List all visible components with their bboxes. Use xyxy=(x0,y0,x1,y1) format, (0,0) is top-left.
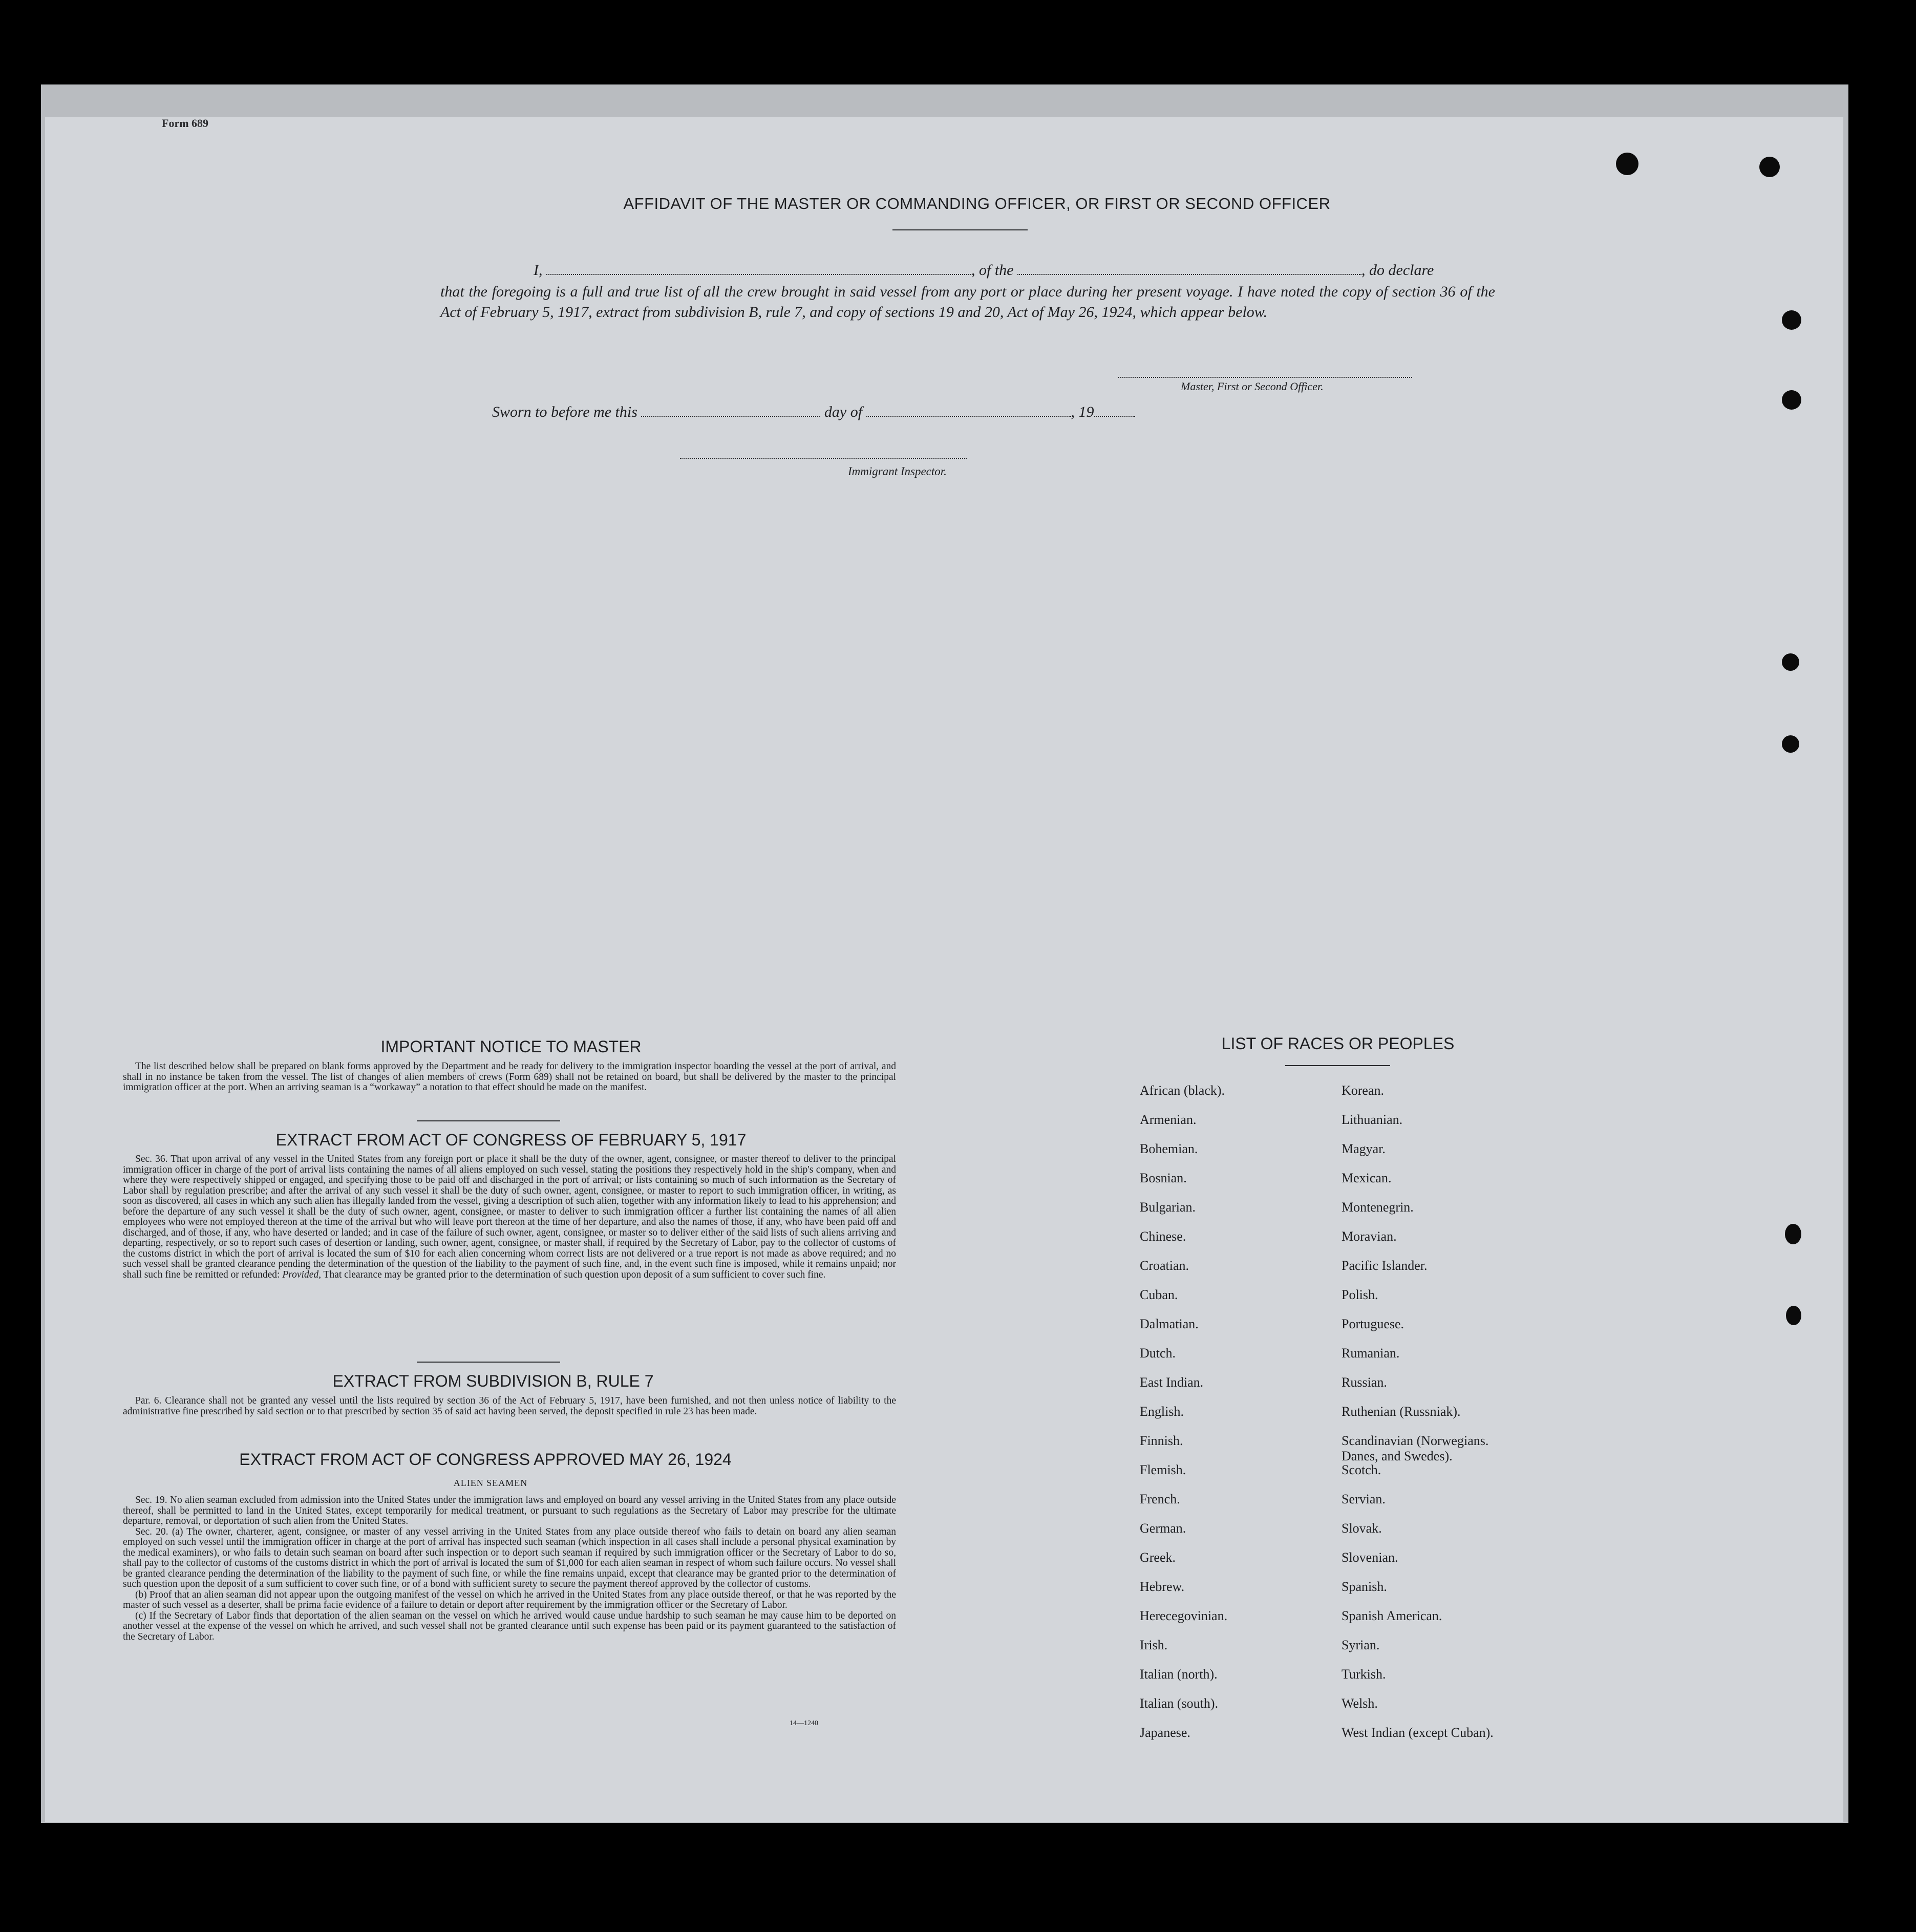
race-item: Russian. xyxy=(1342,1375,1387,1390)
extract-rule7-title: EXTRACT FROM SUBDIVISION B, RULE 7 xyxy=(332,1372,654,1390)
race-item: Flemish. xyxy=(1140,1462,1186,1477)
par-6-text: Clearance shall not be granted any vessel until the lists required by section 36 of the Act of February 5, 1917, have been furnished, and not then unless notice of liability to the administrative fine prescribed by said section or to that prescribed by section 35 of said act having been served, the deposit specified in rule 23 has been made. xyxy=(123,1395,897,1417)
race-item: Portuguese. xyxy=(1342,1317,1404,1331)
race-item: Irish. xyxy=(1140,1638,1168,1652)
race-item: Scandinavian (Norwegians. Danes, and Swedes). xyxy=(1342,1433,1489,1463)
race-item: French. xyxy=(1140,1492,1180,1506)
notice-paragraph: The list described below shall be prepared on blank forms approved by the Department and be ready for delivery to the immigration inspector boarding the vessel at the port of arrival, and shall in no instance be taken from the vessel. The list of changes of alien members of crews (Form 689) shall not be retained on board, but shall be delivered by the master to the principal immigration officer at the port. When an arriving seaman is a “workaway” a notation to that effect should be made on the manifest. xyxy=(123,1061,896,1093)
race-item: Bulgarian. xyxy=(1140,1200,1196,1215)
divider xyxy=(892,229,1028,230)
section-20a-text: (a) The owner, charterer, agent, consignee, or master of any vessel arriving in the United States from any place outside thereof who fails to detain on board any alien seaman employed on such vessel until the immigration officer in charge at the port of arrival has inspected such seaman (which inspection in all cases shall include a personal physical examination by the medical examiners), or who fails to detain such seaman on board after such inspection or to deport such seaman if required by such immigration officer or the Secretary of Labor to do so, shall pay to the collector of customs of the customs district in which the port of arrival is located the sum of $1,000 for each alien seaman in respect of whom such failure occurs. No vessel shall be granted clearance pending the determination of the liability to the payment of such fine, or while the fine remains unpaid, except that clearance may be granted prior to the determination of such question upon the deposit of a sum sufficient to cover such fine, or of a bond with sufficient surety to secure the payment thereof approved by the collector of customs. xyxy=(123,1526,897,1589)
race-item: Montenegrin. xyxy=(1342,1200,1414,1215)
punch-hole xyxy=(1759,157,1780,177)
affidavit-lead: I, xyxy=(534,262,543,279)
punch-hole xyxy=(1782,653,1799,671)
race-item: Magyar. xyxy=(1342,1141,1386,1156)
sworn-line xyxy=(492,404,1135,421)
provided-word: Provided, xyxy=(282,1269,321,1280)
race-item: Finnish. xyxy=(1140,1433,1183,1448)
race-item: Pacific Islander. xyxy=(1342,1258,1428,1273)
race-item: Croatian. xyxy=(1140,1258,1189,1273)
section-36-text: That upon arrival of any vessel in the United States from any foreign port or place it shall be the duty of the owner, agent, consignee, or master thereof to deliver to the principal immigration officer in charge of the port of arrival lists containing the names of all aliens employed on such vessel, stating the positions they respectively hold in the ship's company, when and where they were respectively shipped or engaged, and specifying those to be paid off and discharged in the port of arrival; or lists containing so much of such information as the Secretary of Labor shall by regulation prescribe; and after the arrival of any such vessel it shall be the duty of such owner, agent, consignee, or master to report to such immigration officer, in writing, as soon as discovered, all cases in which any such alien has illegally landed from the vessel, giving a description of such alien, together with any information likely to lead to his apprehension; and before the departure of any such vessel it shall be the duty of such owner, agent, consignee, or master to deliver to such immigration officer a further list containing the names of all alien employees who were not employed thereon at the time of the arrival but who will leave port thereon at the time of her departure, and also the names of those, if any, who have been paid off and discharged, and of those, if any, who have deserted or landed; and in case of the failure of such owner, agent, consignee, or master so to deliver either of the said lists of such aliens arriving and departing, respectively, or so to report such cases of desertion or landing, such owner, agent, consignee, or master shall, if required by the Secretary of Labor, pay to the collector of customs of the customs district in which the port of arrival is located the sum of $10 for each alien concerning whom correct lists are not delivered or a true report is not made as above required; and no such vessel shall be granted clearance pending the determination of the question of the liability to the payment of such fine, and, in the event such fine is imposed, while it remains unpaid; nor shall such fine be remitted or refunded: xyxy=(123,1154,896,1280)
notice-title: IMPORTANT NOTICE TO MASTER xyxy=(380,1037,642,1056)
race-item: Dutch. xyxy=(1140,1346,1176,1361)
affidavit-body: that the foregoing is a full and true list of all the crew brought in said vessel from any port or place during her present voyage. I have noted the copy of section 36 of the Act of February 5, 1917, extract from subdivision B, rule 7, and copy of sections 19 and 20, Act of May 26, 1924, which appear below. xyxy=(440,283,1495,321)
race-item: Spanish. xyxy=(1342,1579,1387,1594)
race-item: Slovenian. xyxy=(1342,1550,1398,1565)
extract-1924-text xyxy=(123,1495,896,1642)
race-item: Bohemian. xyxy=(1140,1141,1198,1156)
punch-hole xyxy=(1782,735,1799,753)
inspector-caption: Immigrant Inspector. xyxy=(848,465,947,478)
sworn-day-field[interactable] xyxy=(641,416,820,417)
race-item: Cuban. xyxy=(1140,1287,1178,1302)
form-page xyxy=(45,117,1843,1822)
race-item: Slovak. xyxy=(1342,1521,1382,1536)
extract-1924-title: EXTRACT FROM ACT OF CONGRESS APPROVED MAY 26, 1924 xyxy=(239,1450,732,1469)
race-item: Hebrew. xyxy=(1140,1579,1185,1594)
section-20b-paragraph: (b) Proof that an alien seaman did not appear upon the outgoing manifest of the vessel on which he arrived in the United States from any place outside thereof, or that he was reported by the master of such vessel as a deserter, shall be prima facie evidence of a failure to detain or deport after requirement by the immigration officer or the Secretary of Labor. xyxy=(123,1589,896,1610)
do-declare-label: , do declare xyxy=(1361,262,1434,279)
section-36-label: Sec. 36. xyxy=(135,1154,168,1164)
divider xyxy=(417,1362,560,1363)
section-36-tail: That clearance may be granted prior to the determination of such question upon deposit of a sum sufficient to cover such fine. xyxy=(323,1269,826,1280)
day-of-label: day of xyxy=(824,404,863,420)
race-item: Ruthenian (Russniak). xyxy=(1342,1404,1461,1419)
affidavit-title: AFFIDAVIT OF THE MASTER OR COMMANDING OFFICER, OR FIRST OR SECOND OFFICER xyxy=(623,195,1331,213)
race-item: Moravian. xyxy=(1342,1229,1397,1244)
race-item: Herecegovinian. xyxy=(1140,1608,1228,1623)
divider xyxy=(1285,1065,1390,1066)
sworn-label: Sworn to before me this xyxy=(492,404,637,420)
extract-rule7-text xyxy=(123,1396,896,1417)
vessel-name-field[interactable] xyxy=(1017,274,1361,275)
par-6-paragraph xyxy=(123,1396,896,1417)
section-19-text: No alien seaman excluded from admission into the United States under the immigration laws and employed on board any vessel arriving in the United States from any place outside thereof, shall be permitted to land in the United States, except temporarily for medical treatment, or pursuant to such regulations as the Secretary of Labor may prescribe for the ultimate departure, removal, or deportation of such alien from the United States. xyxy=(123,1495,897,1526)
race-item: Turkish. xyxy=(1342,1667,1386,1682)
race-item: East Indian. xyxy=(1140,1375,1204,1390)
form-number: Form 689 xyxy=(162,117,209,130)
race-item: Bosnian. xyxy=(1140,1171,1187,1185)
race-item: Chinese. xyxy=(1140,1229,1186,1244)
divider xyxy=(417,1120,560,1121)
signature-caption: Master, First or Second Officer. xyxy=(1181,380,1324,393)
race-item: Dalmatian. xyxy=(1140,1317,1199,1331)
race-item: West Indian (except Cuban). xyxy=(1342,1725,1494,1740)
race-item: Syrian. xyxy=(1342,1638,1380,1652)
extract-1917-text xyxy=(123,1154,896,1280)
races-title: LIST OF RACES OR PEOPLES xyxy=(1221,1034,1455,1053)
inspector-signature-line[interactable] xyxy=(680,458,967,459)
race-item: Welsh. xyxy=(1342,1696,1378,1711)
year-label: , 19 xyxy=(1071,404,1094,420)
section-20a-paragraph xyxy=(123,1527,896,1590)
race-item: Lithuanian. xyxy=(1342,1112,1403,1127)
punch-hole xyxy=(1786,1306,1801,1325)
section-20c-paragraph: (c) If the Secretary of Labor finds that deportation of the alien seaman on the vessel on which he arrived would cause undue hardship to such seaman he may cause him to be deported on another vessel at the expense of the vessel on which he arrived, and such vessel shall not be granted clearance until such expense has been paid or its payment guaranteed to the satisfaction of the Secretary of Labor. xyxy=(123,1610,896,1642)
race-item: Italian (north). xyxy=(1140,1667,1218,1682)
signature-line[interactable] xyxy=(1118,377,1412,378)
race-item: German. xyxy=(1140,1521,1186,1536)
alien-seamen-subtitle: ALIEN SEAMEN xyxy=(453,1478,528,1488)
of-the-label: , of the xyxy=(971,262,1014,279)
extract-1917-title: EXTRACT FROM ACT OF CONGRESS OF FEBRUARY 5, 1917 xyxy=(275,1131,747,1149)
races-column-2 xyxy=(1342,1083,1567,1754)
section-19-label: Sec. 19. xyxy=(135,1495,167,1505)
par-6-label: Par. 6. xyxy=(135,1395,162,1406)
race-item: Armenian. xyxy=(1140,1112,1197,1127)
race-item: Italian (south). xyxy=(1140,1696,1219,1711)
race-item: Servian. xyxy=(1342,1492,1386,1506)
affidavit-declaration-line xyxy=(534,262,1506,279)
section-20-label: Sec. 20. xyxy=(135,1526,168,1537)
sworn-month-field[interactable] xyxy=(866,416,1071,417)
race-item: Scotch. xyxy=(1342,1462,1381,1477)
officer-name-field[interactable] xyxy=(546,274,971,275)
race-item: Japanese. xyxy=(1140,1725,1190,1740)
race-item: Greek. xyxy=(1140,1550,1176,1565)
race-item: Rumanian. xyxy=(1342,1346,1400,1361)
race-item: Korean. xyxy=(1342,1083,1385,1098)
race-item: Polish. xyxy=(1342,1287,1378,1302)
races-column-1 xyxy=(1140,1083,1334,1754)
race-item: African (black). xyxy=(1140,1083,1225,1098)
race-item: English. xyxy=(1140,1404,1184,1419)
section-19-paragraph xyxy=(123,1495,896,1527)
punch-hole xyxy=(1782,390,1801,410)
punch-hole xyxy=(1616,153,1638,175)
section-36-paragraph xyxy=(123,1154,896,1280)
print-code: 14—1240 xyxy=(790,1719,818,1727)
punch-hole xyxy=(1782,310,1801,330)
sworn-year-field[interactable] xyxy=(1094,416,1135,417)
race-item: Mexican. xyxy=(1342,1171,1392,1185)
notice-text xyxy=(123,1061,896,1093)
punch-hole xyxy=(1785,1224,1801,1244)
race-item: Spanish American. xyxy=(1342,1608,1442,1623)
